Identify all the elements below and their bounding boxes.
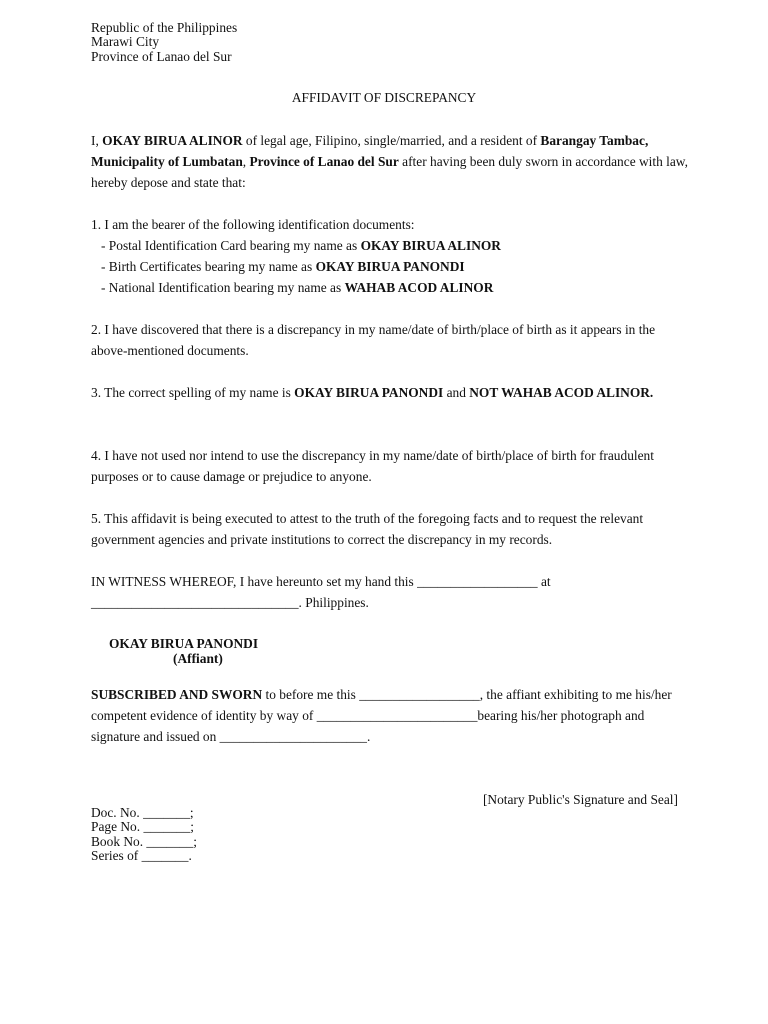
- notary-signature-seal: [Notary Public's Signature and Seal]: [482, 792, 678, 807]
- item-1-doc-national: [91, 277, 691, 298]
- doc-birth-text: - Birth Certificates bearing my name as: [101, 259, 316, 274]
- item-1-doc-birth: [91, 256, 691, 277]
- affiant-name-alinor: OKAY BIRUA ALINOR: [102, 133, 243, 148]
- item-1: [91, 214, 691, 298]
- intro-text-4: after having been duly sworn in accordance with law, hereby depose and state that:: [91, 154, 688, 190]
- item-3-text-1: 3. The correct spelling of my name is: [91, 385, 295, 400]
- document-header: [91, 21, 237, 64]
- doc-number: Doc. No. _______;: [91, 805, 194, 820]
- witness-line-2: _______________________________. Philippines.: [91, 595, 369, 610]
- doc-postal-name: OKAY BIRUA ALINOR: [360, 238, 501, 253]
- docket-block: [91, 806, 197, 863]
- item-3: [91, 382, 691, 403]
- residence-barangay: Barangay Tambac, Municipality of Lumbatan: [91, 133, 649, 169]
- header-country: Republic of the Philippines: [91, 20, 238, 35]
- document-title: AFFIDAVIT OF DISCREPANCY: [291, 90, 477, 105]
- item-3-text-2: and: [443, 385, 470, 400]
- item-4: 4. I have not used nor intend to use the discrepancy in my name/date of birth/place of birth for fraudulent purposes or to cause damage or prejudice to anyone.: [91, 448, 654, 484]
- series-number: Series of _______.: [91, 847, 192, 863]
- doc-birth-name: OKAY BIRUA PANONDI: [315, 259, 465, 274]
- doc-postal-text: - Postal Identification Card bearing my name as: [101, 238, 361, 253]
- affiant-label: (Affiant): [173, 650, 223, 666]
- witness-line-1: IN WITNESS WHEREOF, I have hereunto set my hand this __________________ at: [91, 574, 551, 589]
- item-5: 5. This affidavit is being executed to attest to the truth of the foregoing facts and to request the relevant government agencies and private institutions to correct the discrepancy in my records.: [91, 511, 644, 547]
- intro-text-3: ,: [242, 154, 250, 169]
- witness-clause: [91, 571, 691, 613]
- subscribed-text: to before me this __________________, the affiant exhibiting to me his/her competent evidence of identity by way of ________________________bearing his/her photograph and signature and issued on ______________________.: [91, 687, 672, 744]
- header-city: Marawi City: [91, 34, 160, 50]
- intro-text-2: of legal age, Filipino, single/married, and a resident of: [242, 133, 541, 148]
- header-province: Province of Lanao del Sur: [91, 48, 232, 64]
- residence-province: Province of Lanao del Sur: [249, 154, 399, 169]
- doc-national-name: WAHAB ACOD ALINOR: [344, 280, 494, 295]
- subscribed-heading: SUBSCRIBED AND SWORN: [91, 687, 263, 702]
- item-2: 2. I have discovered that there is a discrepancy in my name/date of birth/place of birth as it appears in the above-mentioned documents.: [91, 322, 656, 358]
- item-1-lead: 1. I am the bearer of the following identification documents:: [91, 217, 415, 232]
- intro-paragraph: [91, 130, 691, 193]
- correct-name: OKAY BIRUA PANONDI: [294, 385, 444, 400]
- intro-text-1: I,: [91, 133, 103, 148]
- affiant-name: OKAY BIRUA PANONDI: [109, 636, 259, 651]
- item-1-doc-postal: [91, 235, 691, 256]
- affiant-signature-block: [109, 637, 258, 666]
- page-number: Page No. _______;: [91, 819, 195, 835]
- subscribed-clause: [91, 684, 691, 747]
- doc-national-text: - National Identification bearing my name as: [101, 280, 345, 295]
- incorrect-name: NOT WAHAB ACOD ALINOR.: [469, 385, 654, 400]
- book-number: Book No. _______;: [91, 833, 198, 849]
